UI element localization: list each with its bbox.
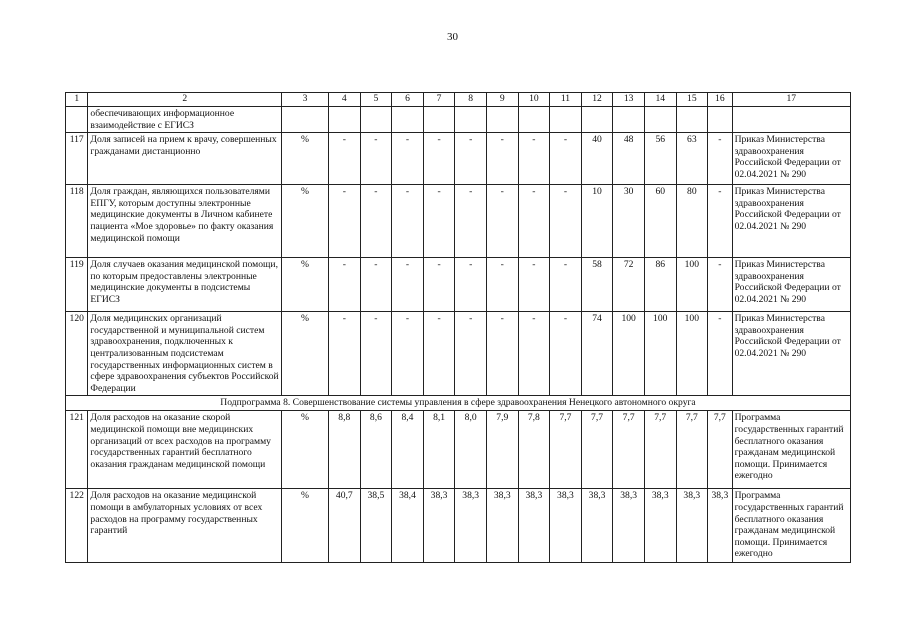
value-cell: 8,0	[455, 411, 487, 489]
value-cell: -	[423, 258, 455, 312]
row-number-cell	[66, 107, 88, 133]
value-cell: 8,4	[392, 411, 424, 489]
value-cell: 40	[581, 133, 613, 185]
value-cell: 7,7	[644, 411, 676, 489]
value-cell: 8,6	[360, 411, 392, 489]
value-cell: 72	[613, 258, 645, 312]
source-document-cell: Приказ Министерства здравоохранения Российской Федерации от 02.04.2021 № 290	[732, 258, 850, 312]
unit-cell: %	[282, 411, 329, 489]
value-cell: -	[708, 133, 732, 185]
value-cell: 56	[644, 133, 676, 185]
table-row	[66, 133, 851, 185]
header-cell: 6	[392, 93, 424, 107]
value-cell: 8,8	[329, 411, 361, 489]
value-cell: -	[486, 258, 518, 312]
unit-cell: %	[282, 489, 329, 563]
value-cell: 38,5	[360, 489, 392, 563]
value-cell: 38,3	[423, 489, 455, 563]
header-cell: 10	[518, 93, 550, 107]
value-cell: 7,7	[550, 411, 582, 489]
row-number-cell: 121	[66, 411, 88, 489]
indicator-name-cell: Доля расходов на оказание скорой медицинской помощи вне медицинских организаций от всех расходов на программу государственных гарантий бесплатного оказания гражданам медицинской помощи	[88, 411, 282, 489]
header-cell: 8	[455, 93, 487, 107]
value-cell: 48	[613, 133, 645, 185]
header-cell: 11	[550, 93, 582, 107]
value-cell: 7,7	[581, 411, 613, 489]
value-cell: -	[518, 185, 550, 258]
value-cell: -	[708, 258, 732, 312]
value-cell: 38,3	[550, 489, 582, 563]
value-cell: 38,3	[455, 489, 487, 563]
value-cell: -	[550, 185, 582, 258]
indicator-name-cell: Доля расходов на оказание медицинской помощи в амбулаторных условиях от всех расходов на программу государственных гарантий	[88, 489, 282, 563]
value-cell: -	[329, 133, 361, 185]
source-document-cell: Приказ Министерства здравоохранения Российской Федерации от 02.04.2021 № 290	[732, 133, 850, 185]
subprogram-title: Подпрограмма 8. Совершенствование системы управления в сфере здравоохранения Ненецкого автономного округа	[66, 396, 851, 411]
value-cell: 38,4	[392, 489, 424, 563]
value-cell: -	[360, 258, 392, 312]
value-cell: -	[423, 185, 455, 258]
continuation-row	[66, 107, 851, 133]
value-cell: -	[360, 133, 392, 185]
row-number-cell: 119	[66, 258, 88, 312]
subprogram-row	[66, 396, 851, 411]
source-document-cell: Программа государственных гарантий бесплатного оказания гражданам медицинской помощи. Принимается ежегодно	[732, 411, 850, 489]
source-document-cell: Приказ Министерства здравоохранения Российской Федерации от 02.04.2021 № 290	[732, 185, 850, 258]
header-cell: 12	[581, 93, 613, 107]
value-cell: -	[360, 185, 392, 258]
value-cell: -	[708, 185, 732, 258]
header-cell: 3	[282, 93, 329, 107]
value-cell: -	[708, 312, 732, 396]
value-cell: 38,3	[708, 489, 732, 563]
indicator-name-cell: Доля записей на прием к врачу, совершенных гражданами дистанционно	[88, 133, 282, 185]
value-cell: 80	[676, 185, 708, 258]
table-row	[66, 258, 851, 312]
value-cell: -	[550, 258, 582, 312]
header-cell: 14	[644, 93, 676, 107]
value-cell: -	[329, 312, 361, 396]
value-cell: -	[455, 133, 487, 185]
header-row	[66, 93, 851, 107]
indicators-table	[65, 92, 851, 563]
row-number-cell: 122	[66, 489, 88, 563]
value-cell: 7,7	[708, 411, 732, 489]
value-cell: 30	[613, 185, 645, 258]
page-number: 30	[447, 31, 458, 43]
value-cell: -	[455, 185, 487, 258]
value-cell: 7,7	[676, 411, 708, 489]
value-cell: 74	[581, 312, 613, 396]
value-cell: -	[329, 185, 361, 258]
indicator-name-cell: обеспечивающих информационное взаимодействие с ЕГИСЗ	[88, 107, 282, 133]
value-cell: 100	[644, 312, 676, 396]
indicator-name-cell: Доля медицинских организаций государственной и муниципальной систем здравоохранения, подключенных к централизованным подсистемам государственных информационных систем в сфере здравоохранения субъектов Российской Федерации	[88, 312, 282, 396]
header-cell: 15	[676, 93, 708, 107]
table-row	[66, 185, 851, 258]
indicator-name-cell: Доля случаев оказания медицинской помощи, по которым предоставлены электронные медицинские документы в подсистемы ЕГИСЗ	[88, 258, 282, 312]
header-cell: 13	[613, 93, 645, 107]
value-cell: -	[360, 312, 392, 396]
table-row	[66, 312, 851, 396]
header-cell: 2	[88, 93, 282, 107]
unit-cell: %	[282, 133, 329, 185]
value-cell: -	[518, 312, 550, 396]
row-number-cell: 118	[66, 185, 88, 258]
row-number-cell: 117	[66, 133, 88, 185]
table-row	[66, 411, 851, 489]
value-cell: 38,3	[486, 489, 518, 563]
value-cell: -	[486, 312, 518, 396]
value-cell: -	[392, 258, 424, 312]
value-cell: 58	[581, 258, 613, 312]
value-cell: 40,7	[329, 489, 361, 563]
header-cell: 7	[423, 93, 455, 107]
value-cell: 7,7	[613, 411, 645, 489]
value-cell: -	[423, 312, 455, 396]
value-cell: -	[392, 133, 424, 185]
source-document-cell: Приказ Министерства здравоохранения Российской Федерации от 02.04.2021 № 290	[732, 312, 850, 396]
value-cell: 38,3	[644, 489, 676, 563]
unit-cell: %	[282, 312, 329, 396]
indicator-name-cell: Доля граждан, являющихся пользователями ЕПГУ, которым доступны электронные медицинские документы в Личном кабинете пациента «Мое здоровье» по факту оказания медицинской помощи	[88, 185, 282, 258]
value-cell: 86	[644, 258, 676, 312]
header-cell: 16	[708, 93, 732, 107]
header-cell: 9	[486, 93, 518, 107]
source-document-cell: Программа государственных гарантий бесплатного оказания гражданам медицинской помощи. Принимается ежегодно	[732, 489, 850, 563]
value-cell: -	[550, 312, 582, 396]
header-cell: 1	[66, 93, 88, 107]
value-cell: 38,3	[518, 489, 550, 563]
row-number-cell: 120	[66, 312, 88, 396]
value-cell: -	[486, 185, 518, 258]
header-cell: 5	[360, 93, 392, 107]
value-cell: -	[423, 133, 455, 185]
value-cell: -	[518, 133, 550, 185]
value-cell: 63	[676, 133, 708, 185]
header-cell: 4	[329, 93, 361, 107]
value-cell: 100	[676, 258, 708, 312]
value-cell: -	[455, 258, 487, 312]
value-cell: 38,3	[581, 489, 613, 563]
value-cell: -	[518, 258, 550, 312]
value-cell: 8,1	[423, 411, 455, 489]
table-row	[66, 489, 851, 563]
unit-cell: %	[282, 258, 329, 312]
value-cell: -	[486, 133, 518, 185]
value-cell: 38,3	[613, 489, 645, 563]
value-cell: 7,9	[486, 411, 518, 489]
value-cell: 100	[613, 312, 645, 396]
value-cell: 7,8	[518, 411, 550, 489]
unit-cell: %	[282, 185, 329, 258]
value-cell: -	[329, 258, 361, 312]
value-cell: -	[550, 133, 582, 185]
value-cell: -	[392, 185, 424, 258]
value-cell: 100	[676, 312, 708, 396]
value-cell: 10	[581, 185, 613, 258]
value-cell: 60	[644, 185, 676, 258]
value-cell: -	[455, 312, 487, 396]
header-cell: 17	[732, 93, 850, 107]
value-cell: -	[392, 312, 424, 396]
value-cell: 38,3	[676, 489, 708, 563]
